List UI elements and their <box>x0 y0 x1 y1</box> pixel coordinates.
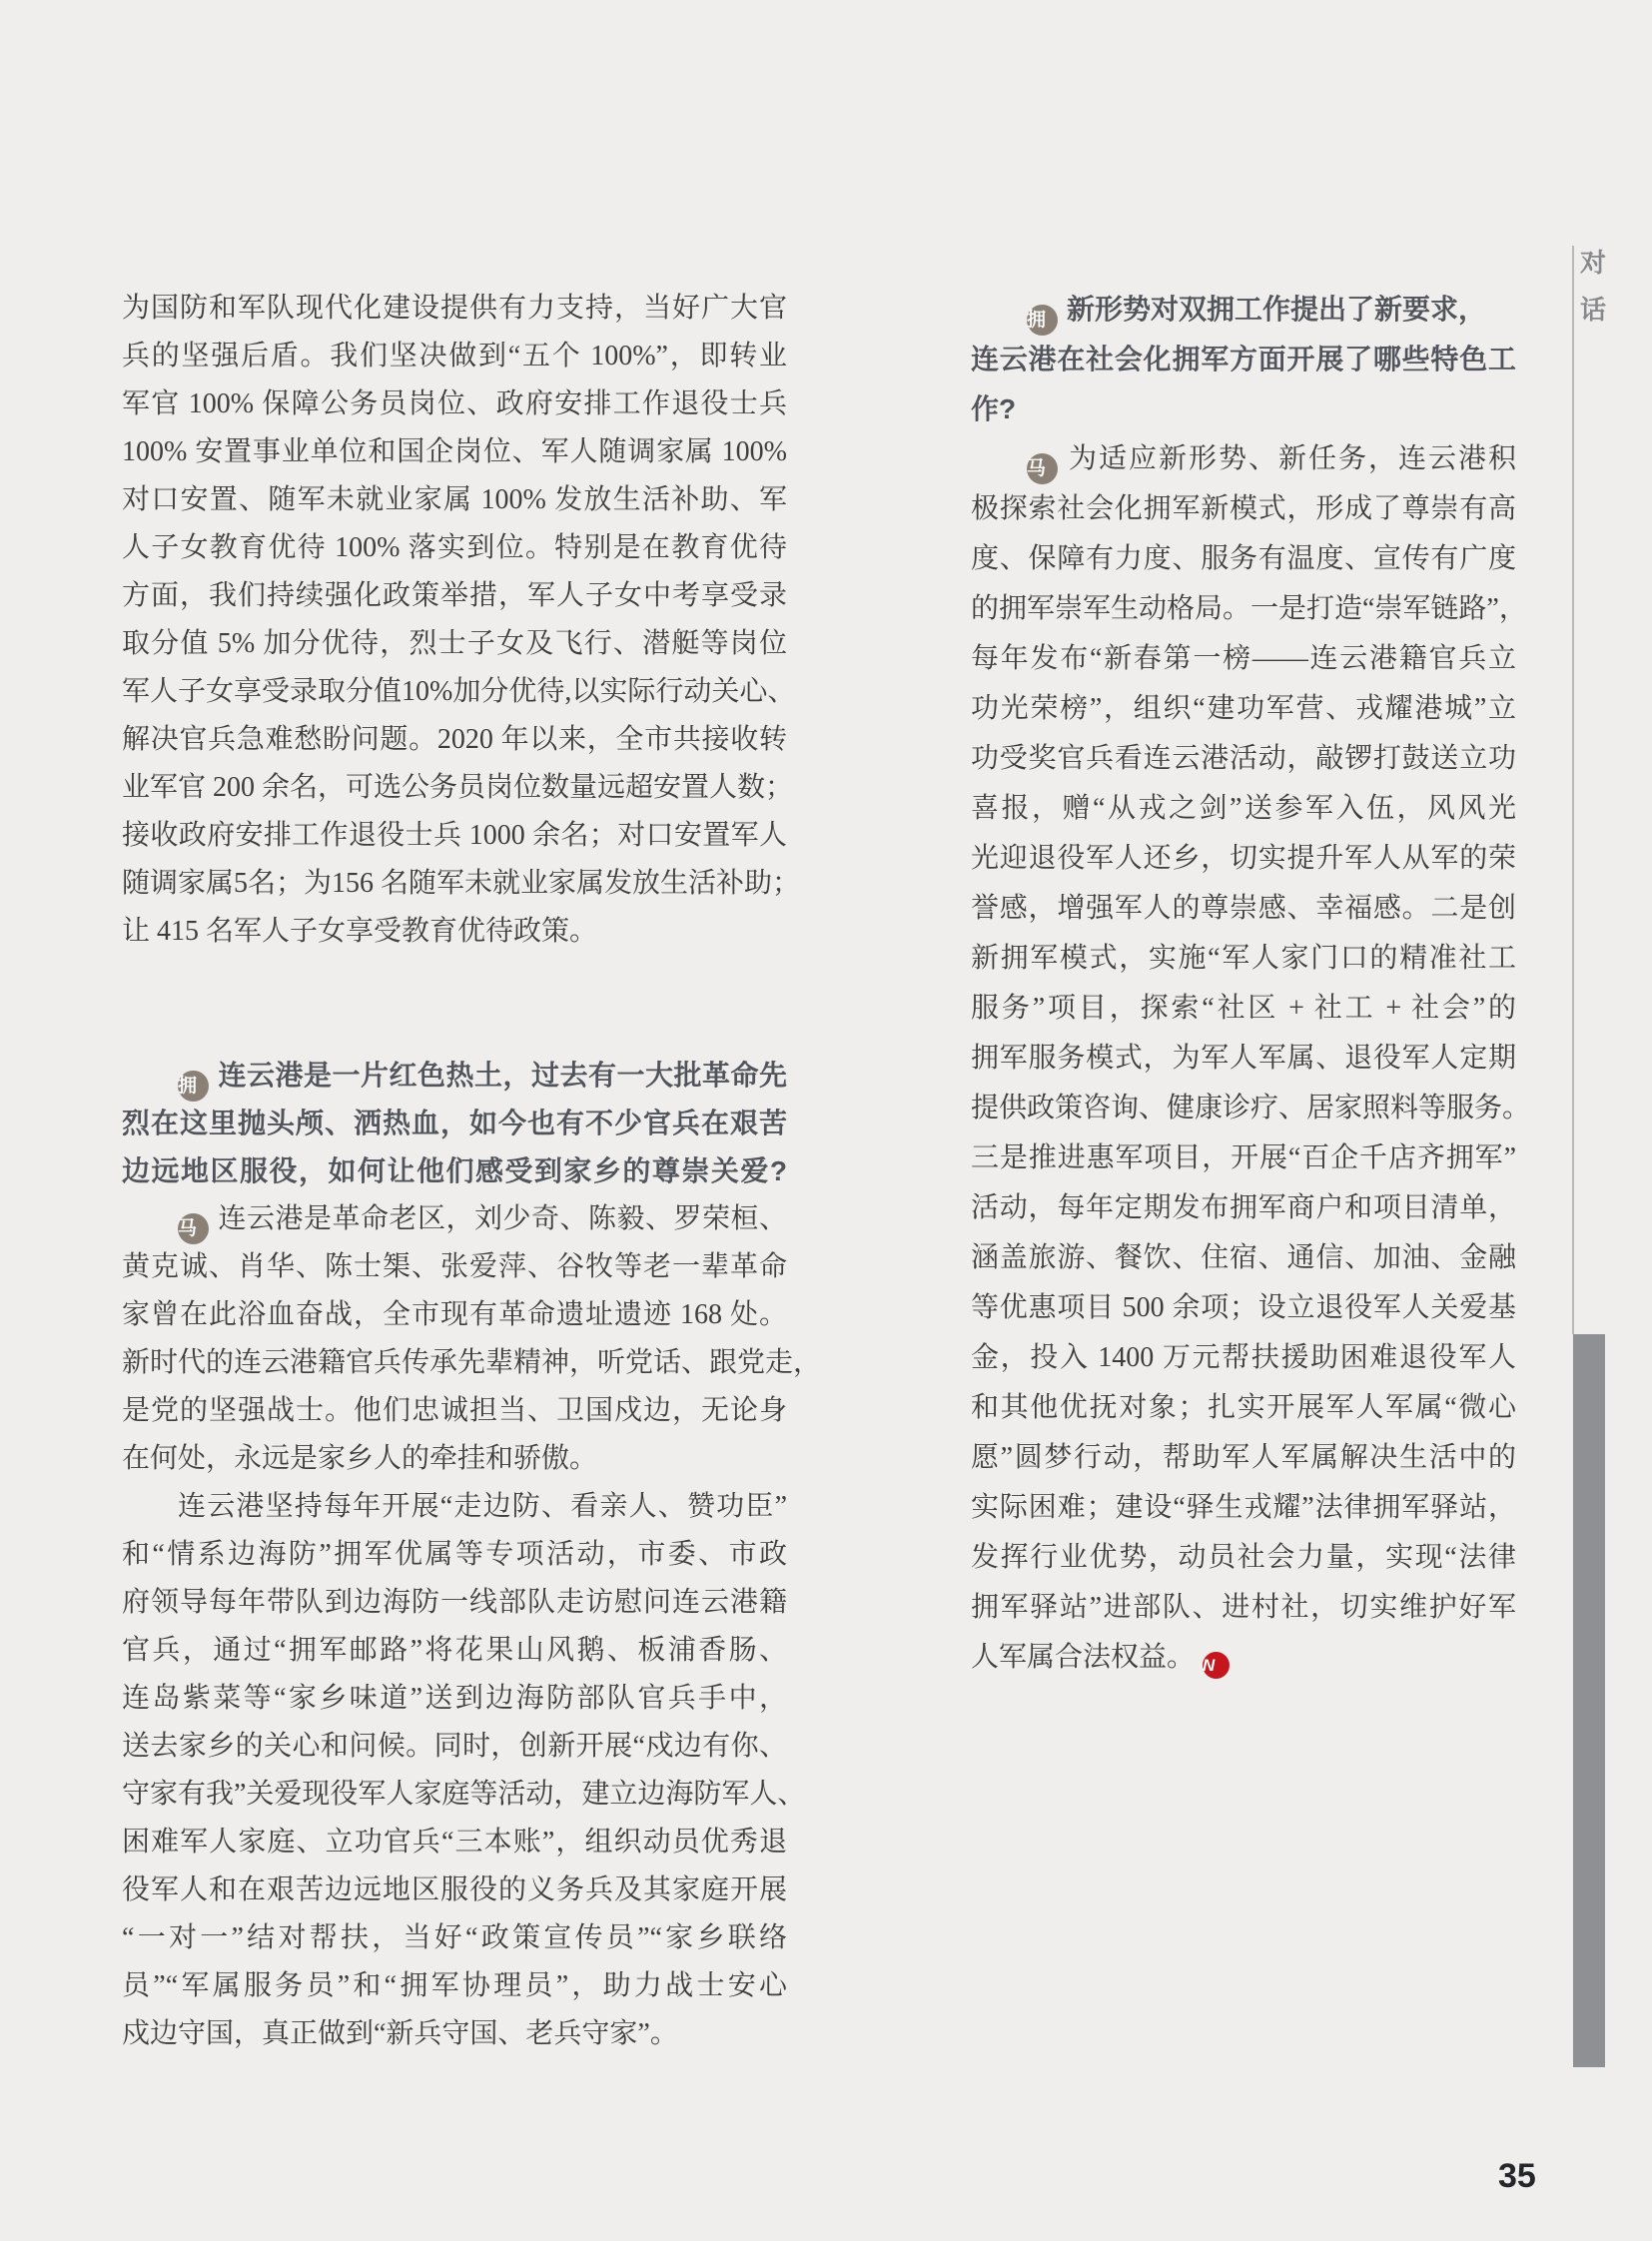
body-line <box>122 524 787 572</box>
body-line <box>122 716 787 764</box>
line-text: 守家有我”关爱现役军人家庭等活动，建立边海防军人、 <box>122 1779 806 1810</box>
line-text: 连云港在社会化拥军方面开展了哪些特色工 <box>971 344 1516 374</box>
line-text: 官兵，通过“拥军邮路”将花果山风鹅、板浦香肠、 <box>122 1635 787 1666</box>
body-line <box>122 668 796 716</box>
question-line <box>971 384 1516 434</box>
body-line <box>971 1084 1531 1133</box>
speaker-badge-interviewer-icon: 拥 <box>178 1071 209 1102</box>
paragraph-gap <box>122 956 787 1052</box>
body-line <box>122 1195 787 1243</box>
body-line <box>971 1283 1516 1333</box>
line-text: 戍边守国，真正做到“新兵守国、老兵守家”。 <box>122 2018 678 2049</box>
speaker-badge-interviewee-icon: 马 <box>1027 453 1058 484</box>
body-line <box>971 984 1516 1034</box>
line-text: 作? <box>971 393 1017 424</box>
body-line <box>971 1533 1516 1583</box>
section-tab-char: 对 <box>1580 248 1607 278</box>
line-text: 为适应新形势、新任务，连云港积 <box>1067 443 1516 474</box>
body-line <box>971 834 1516 884</box>
body-line <box>971 784 1516 834</box>
right-column <box>971 285 1531 1683</box>
line-text: 军官 100% 保障公务员岗位、政府安排工作退役士兵 <box>122 388 787 419</box>
line-text: 和“情系边海防”拥军优属等专项活动，市委、市政 <box>122 1539 787 1570</box>
body-line <box>122 1627 787 1675</box>
line-text: 新形势对双拥工作提出了新要求， <box>1067 294 1487 325</box>
line-text: 连云港是一片红色热土，过去有一大批革命先 <box>218 1060 787 1091</box>
body-line <box>122 1243 787 1291</box>
line-text: 极探索社会化拥军新模式，形成了尊崇有高 <box>971 493 1516 524</box>
line-text: 光迎退役军人还乡，切实提升军人从军的荣 <box>971 843 1516 874</box>
body-line <box>122 380 787 428</box>
section-tab-char: 话 <box>1580 295 1607 325</box>
question-line <box>122 1100 787 1147</box>
line-text: 连云港坚持每年开展“走边防、看亲人、赞功臣” <box>178 1491 787 1522</box>
line-text: 誉感，增强军人的尊崇感、幸福感。二是创 <box>971 893 1516 924</box>
body-line <box>122 1867 787 1914</box>
line-text: 为国防和军队现代化建设提供有力支持，当好广大官 <box>122 293 787 324</box>
line-text: 人子女教育优待 100% 落实到位。特别是在教育优待 <box>122 532 787 563</box>
body-line <box>971 1583 1516 1633</box>
body-line <box>122 1483 787 1531</box>
speaker-badge-interviewer-icon: 拥 <box>1027 305 1058 336</box>
line-text: 拥军服务模式，为军人军属、退役军人定期 <box>971 1043 1516 1074</box>
line-text: 边远地区服役，如何让他们感受到家乡的尊崇关爱? <box>122 1155 787 1186</box>
line-text: 对口安置、随军未就业家属 100% 发放生活补助、军 <box>122 484 787 515</box>
line-text: 活动，每年定期发布拥军商户和项目清单， <box>971 1192 1516 1223</box>
body-line <box>971 434 1516 484</box>
line-text: 役军人和在艰苦边远地区服役的义务兵及其家庭开展 <box>122 1874 787 1905</box>
body-line <box>122 1675 787 1723</box>
body-line <box>122 1291 787 1339</box>
body-line <box>971 734 1516 784</box>
question-line <box>971 285 1516 335</box>
body-line <box>122 1914 787 1962</box>
line-text: 接收政府安排工作退役士兵 1000 余名；对口安置军人 <box>122 820 787 851</box>
line-text: 困难军人家庭、立功官兵“三本账”，组织动员优秀退 <box>122 1827 787 1858</box>
body-line <box>122 1579 787 1627</box>
body-line <box>122 1819 787 1867</box>
line-text: 愿”圆梦行动，帮助军人军属解决生活中的 <box>971 1442 1516 1473</box>
body-line <box>971 1483 1516 1533</box>
line-text: 解决官兵急难愁盼问题。2020 年以来，全市共接收转 <box>122 724 787 755</box>
line-text: 军人子女享受录取分值10%加分优待,以实际行动关心、 <box>122 676 796 707</box>
line-text: 的拥军崇军生动格局。一是打造“崇军链路”， <box>971 593 1527 624</box>
body-line <box>122 1723 787 1771</box>
question-line <box>971 335 1516 384</box>
body-line <box>122 1387 787 1435</box>
line-text: 发挥行业优势，动员社会力量，实现“法律 <box>971 1542 1516 1573</box>
body-line <box>971 584 1527 634</box>
line-text: 功受奖官兵看连云港活动，敲锣打鼓送立功 <box>971 743 1516 774</box>
line-text: 业军官 200 余名，可选公务员岗位数量远超安置人数； <box>122 772 794 803</box>
line-text: 金，投入 1400 万元帮扶援助困难退役军人 <box>971 1342 1516 1373</box>
body-line <box>971 1133 1516 1183</box>
line-text: 在何处，永远是家乡人的牵挂和骄傲。 <box>122 1443 598 1474</box>
body-line <box>971 1183 1516 1233</box>
body-line <box>971 634 1516 684</box>
body-line <box>122 908 787 956</box>
body-line <box>971 484 1516 534</box>
line-text: 三是推进惠军项目，开展“百企千店齐拥军” <box>971 1142 1516 1173</box>
line-text: 涵盖旅游、餐饮、住宿、通信、加油、金融 <box>971 1242 1516 1273</box>
line-text: 方面，我们持续强化政策举措，军人子女中考享受录 <box>122 580 787 611</box>
page-number: 35 <box>1498 2157 1536 2195</box>
line-text: 烈在这里抛头颅、洒热血，如今也有不少官兵在艰苦 <box>122 1108 787 1138</box>
body-line <box>122 812 787 860</box>
section-tab <box>1580 250 1606 323</box>
line-text: 人军属合法权益。 <box>971 1642 1196 1673</box>
body-line <box>971 1433 1516 1483</box>
line-text: 连云港是革命老区，刘少奇、陈毅、罗荣桓、 <box>218 1203 787 1234</box>
body-line <box>971 1333 1516 1383</box>
line-text: 取分值 5% 加分优待，烈士子女及飞行、潜艇等岗位 <box>122 628 787 659</box>
line-text: 连岛紫菜等“家乡味道”送到边海防部队官兵手中， <box>122 1683 787 1714</box>
body-line <box>122 620 787 668</box>
body-line <box>122 285 787 333</box>
line-text: 新时代的连云港籍官兵传承先辈精神，听党话、跟党走， <box>122 1347 822 1378</box>
body-line <box>971 1383 1516 1433</box>
line-text: 功光荣榜”，组织“建功军营、戎耀港城”立 <box>971 693 1516 724</box>
line-text: 每年发布“新春第一榜——连云港籍官兵立 <box>971 643 1516 674</box>
line-text: 等优惠项目 500 余项；设立退役军人关爱基 <box>971 1292 1516 1323</box>
body-line <box>122 1962 787 2010</box>
line-text: 员”“军属服务员”和“拥军协理员”，助力战士安心 <box>122 1970 787 2001</box>
body-line <box>122 1771 806 1819</box>
body-line <box>122 2010 787 2058</box>
line-text: 喜报，赠“从戎之剑”送参军入伍，风风光 <box>971 793 1516 824</box>
question-line <box>122 1147 787 1195</box>
question-line <box>122 1052 787 1100</box>
line-text: 送去家乡的关心和问候。同时，创新开展“戍边有你、 <box>122 1731 787 1762</box>
line-text: 兵的坚强后盾。我们坚决做到“五个 100%”，即转业 <box>122 341 787 372</box>
body-line <box>122 428 787 476</box>
body-line <box>971 1633 1516 1683</box>
speaker-badge-interviewee-icon: 马 <box>178 1213 209 1244</box>
line-text: 和其他优抚对象；扎实开展军人军属“微心 <box>971 1392 1516 1423</box>
body-line <box>971 1233 1516 1283</box>
line-text: 府领导每年带队到边海防一线部队走访慰问连云港籍 <box>122 1587 787 1618</box>
body-line <box>971 934 1516 984</box>
line-text: “一对一”结对帮扶，当好“政策宣传员”“家乡联络 <box>122 1922 787 1953</box>
body-line <box>971 884 1516 934</box>
body-line <box>971 684 1516 734</box>
line-text: 拥军驿站”进部队、进村社，切实维护好军 <box>971 1592 1516 1623</box>
body-line <box>122 860 801 908</box>
line-text: 度、保障有力度、服务有温度、宣传有广度 <box>971 543 1516 574</box>
line-text: 100% 安置事业单位和国企岗位、军人随调家属 100% <box>122 436 787 467</box>
body-line <box>971 1034 1516 1084</box>
article-end-icon: N <box>1203 1652 1230 1679</box>
body-line <box>122 1435 787 1483</box>
line-text: 新拥军模式，实施“军人家门口的精准社工 <box>971 943 1516 974</box>
line-text: 提供政策咨询、健康诊疗、居家照料等服务。 <box>971 1093 1531 1123</box>
line-text: 服务”项目，探索“社区 + 社工 + 社会”的 <box>971 993 1516 1024</box>
body-line <box>971 534 1516 584</box>
body-line <box>122 1339 822 1387</box>
body-line <box>122 764 794 812</box>
left-column <box>122 285 822 2058</box>
line-text: 是党的坚强战士。他们忠诚担当、卫国戍边，无论身 <box>122 1395 787 1426</box>
line-text: 随调家属5名；为156 名随军未就业家属发放生活补助； <box>122 868 801 899</box>
line-text: 家曾在此浴血奋战，全市现有革命遗址遗迹 168 处。 <box>122 1299 787 1330</box>
line-text: 实际困难；建设“驿生戎耀”法律拥军驿站， <box>971 1492 1516 1523</box>
body-line <box>122 476 787 524</box>
decorative-side-bar <box>1573 1334 1605 2067</box>
line-text: 黄克诚、肖华、陈士榘、张爱萍、谷牧等老一辈革命 <box>122 1251 787 1282</box>
body-line <box>122 1531 787 1579</box>
section-tab-rule <box>1572 246 1574 1334</box>
line-text: 让 415 名军人子女享受教育优待政策。 <box>122 916 598 947</box>
body-line <box>122 572 787 620</box>
body-line <box>122 333 787 380</box>
